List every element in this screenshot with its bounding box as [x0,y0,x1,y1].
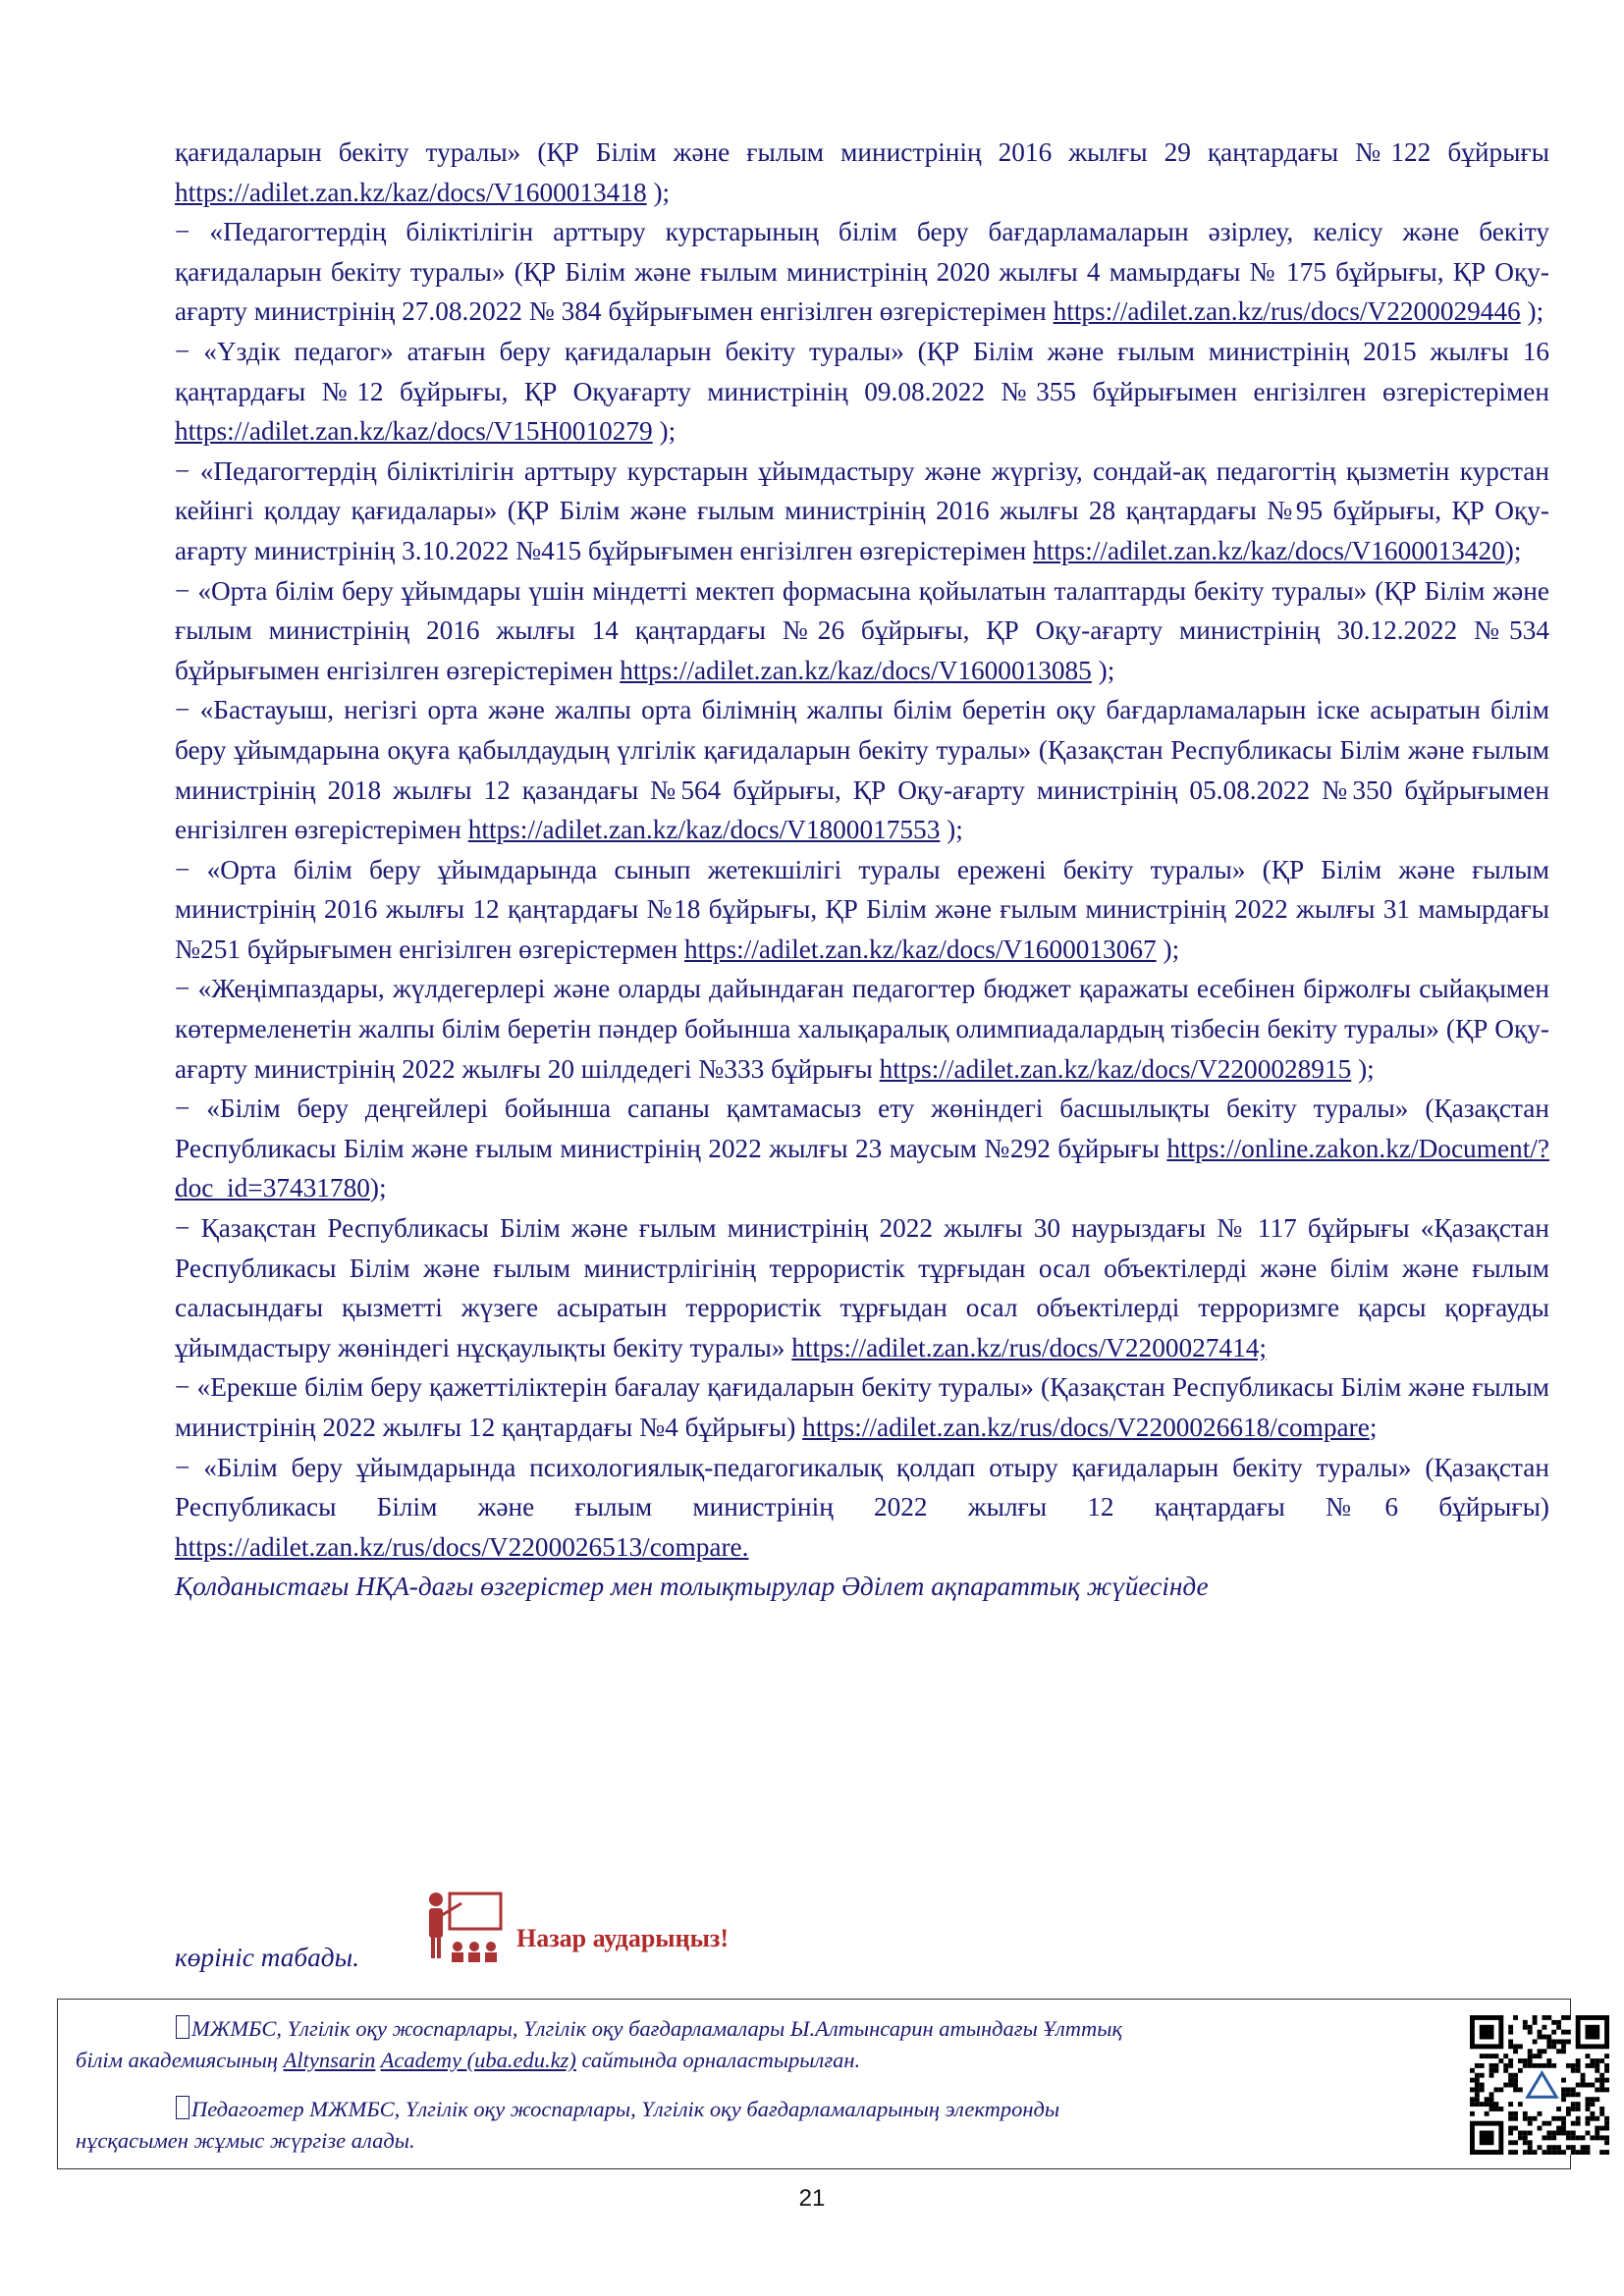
note1-text-a: МЖМБС, Үлгілік оқу жоспарлары, Үлгілік оқу бағдарламалары Ы.Алтынсарин атындағы Ұлттық [191,2016,1123,2041]
note1-text-b: білім академиясының [76,2048,284,2072]
paragraph-text: − «Үздік педагог» атағын беру қағидаларын бекіту туралы» (ҚР Білім және ғылым министрінің 2015 жылғы 16 қаңтардағы №12 бұйрығы, ҚР Оқуағарту министрінің 09.08.2022 №355 бұйрығымен енгізілген өзгерістерімен [175,336,1549,406]
reference-link[interactable]: https://adilet.zan.kz/kaz/docs/V15H0010279 [175,416,653,447]
paragraph-tail: ); [652,416,677,447]
paragraph-tail: ); [1504,535,1522,565]
reference-link[interactable]: https://adilet.zan.kz/rus/docs/V2200026618/compare [802,1413,1370,1442]
reference-link[interactable]: https://adilet.zan.kz/kaz/docs/V1600013085 [620,655,1092,685]
paragraph-text: − «Ерекше білім беру қажеттіліктерін бағалау қағидаларын бекіту туралы» (Қазақстан Республикасы Білім және ғылым министрінің 2022 жылғы 12 қаңтардағы №4 бұйрығы) [175,1372,1549,1442]
reference-link[interactable]: https://adilet.zan.kz/rus/docs/V2200026513/compare. [175,1531,749,1562]
note2-text-b: нұсқасымен жұмыс жүргізе алады. [76,2128,415,2153]
teacher-presentation-icon [422,1890,509,1974]
reference-link[interactable]: https://adilet.zan.kz/kaz/docs/V2200028915 [879,1053,1352,1084]
paragraph-text: қағидаларын бекіту туралы» (ҚР Білім және ғылым министрінің 2016 жылғы 29 қаңтардағы №122 бұйрығы [175,137,1549,167]
reference-paragraph [175,1089,1549,1208]
note2-line1 [176,2094,1438,2125]
paragraph-tail: ); [1351,1053,1375,1084]
paragraph-tail: ); [1156,934,1180,964]
paragraph-text: − «Орта білім беру ұйымдарында сынып жетекшілігі туралы ережені бекіту туралы» (ҚР Білім және ғылым министрінің 2016 жылғы 12 қаңтардағы №18 бұйрығы, ҚР Білім және ғылым министрінің 2022 жылғы 31 мамырдағы №251 бұйрығымен енгізілген өзгерістермен [175,854,1549,964]
reference-paragraph [175,1367,1549,1447]
paragraph-text: − «Білім беру деңгейлері бойынша сапаны қамтамасыз ету жөніндегі басшылықты бекіту туралы» (Қазақстан Республикасы Білім және ғылым министрінің 2022 жылғы 23 маусым №292 бұйрығы [175,1094,1549,1163]
paragraph-text: − Қазақстан Республикасы Білім және ғылым министрінің 2022 жылғы 30 наурыздағы № 117 бұйрығы «Қазақстан Республикасы Білім және ғылым министрлігінің террористік тұрғыдан осал объектілерді және білім және ғылым саласындағы қызметті жүзеге асыратын террористік тұрғыдан осал объектілерді терроризмге қарсы қорғауды ұйымдастыру жөніндегі нұсқаулықты бекіту туралы» [175,1213,1549,1362]
reference-paragraph [175,1208,1549,1367]
note1-line1 [176,2013,1438,2045]
closing-text-line2: көрініс табады. [175,1943,359,1972]
reference-link[interactable]: https://adilet.zan.kz/kaz/docs/V1600013067 [684,934,1157,964]
attention-row [175,1890,1549,1978]
attention-label: Назар аударыңыз! [516,1924,729,1952]
note-box [57,1999,1571,2169]
reference-paragraph [175,212,1549,332]
reference-link[interactable]: https://adilet.zan.kz/kaz/docs/V1800017553 [467,815,941,845]
reference-paragraph [175,1448,1549,1568]
paragraph-text: − «Орта білім беру ұйымдары үшін міндетті мектеп формасына қойылатын талаптарды бекіту туралы» (ҚР Білім және ғылым министрінің 2016 жылғы 14 қаңтардағы №26 бұйрығы, ҚР Оқу-ағарту министрінің 30.12.2022 №534 бұйрығымен енгізілген өзгерістерімен [175,575,1549,685]
paragraph-text: − «Педагогтердің біліктілігін арттыру курстарын ұйымдастыру және жүргізу, сондай-ақ педагогтің қызметін курстан кейінгі қолдау қағидалары» (ҚР Білім және ғылым министрінің 2016 жылғы 28 қаңтардағы №95 бұйрығы, ҚР Оқу-ағарту министрінің 3.10.2022 №415 бұйрығымен енгізілген өзгерістерімен [175,455,1549,565]
paragraph-tail: ); [1091,655,1115,685]
reference-paragraph [175,690,1549,849]
paragraph-text: − «Бастауыш, негізгі орта және жалпы орта білімнің жалпы білім беретін оқу бағдарламаларын іске асыратын білім беру ұйымдарына оқуға қабылдаудың үлгілік қағидаларын бекіту туралы» (Қазақстан Республикасы Білім және ғылым министрінің 2018 жылғы 12 қазандағы №564 бұйрығы, ҚР Оқу-ағарту министрінің 05.08.2022 №350 бұйрығымен енгізілген өзгерістерімен [175,695,1549,845]
paragraph-text: − «Педагогтердің біліктілігін арттыру курстарының білім беру бағдарламаларын әзірлеу, келісу және бекіту қағидаларын бекіту туралы» (ҚР Білім және ғылым министрінің 2020 жылғы 4 мамырдағы № 175 бұйрығы, ҚР Оқу-ағарту министрінің 27.08.2022 № 384 бұйрығымен енгізілген өзгерістерімен [175,217,1549,327]
note2-text-a: Педагогтер МЖМБС, Үлгілік оқу жоспарлары, Үлгілік оқу бағдарламаларының электронды [191,2097,1060,2121]
paragraph-tail: ); [1520,296,1544,327]
reference-link[interactable]: https://adilet.zan.kz/kaz/docs/V1600013418 [175,177,647,207]
reference-paragraph [175,452,1549,571]
checkbox-bullet-icon [176,2096,189,2119]
reference-paragraph [175,133,1549,212]
qr-code-icon[interactable] [1470,2015,1609,2155]
altynsarin-link[interactable]: Altynsarin [283,2048,376,2072]
closing-text-line1: Қолданыстағы НҚА-дағы өзгерістер мен толықтырулар Әділет ақпараттық жүйесінде [175,1572,1209,1602]
checkbox-bullet-icon [176,2015,189,2039]
reference-link[interactable]: https://adilet.zan.kz/kaz/docs/V1600013420 [1033,535,1505,565]
reference-link[interactable]: https://adilet.zan.kz/rus/docs/V2200029446 [1053,296,1521,327]
reference-link[interactable]: https://adilet.zan.kz/rus/docs/V2200027414; [791,1332,1267,1362]
note1-line2 [76,2045,1352,2076]
paragraph-tail: ); [940,815,963,845]
note2-line2 [76,2125,1352,2157]
main-text [175,133,1549,1607]
reference-paragraph [175,571,1549,691]
paragraph-tail: ); [646,177,671,207]
reference-paragraph [175,332,1549,452]
paragraph-tail: ); [369,1173,387,1203]
paragraph-text: − «Білім беру ұйымдарында психологиялық-педагогикалық қолдап отыру қағидаларын бекіту туралы» (Қазақстан Республикасы Білім және ғылым министрінің 2022 жылғы 12 қаңтардағы №6 бұйрығы) [175,1452,1549,1522]
reference-link[interactable]: https://online.zakon.kz/Document/?doc_id=37431780 [175,1133,1549,1203]
reference-paragraph [175,850,1549,970]
reference-paragraph [175,969,1549,1089]
note1-text-c: сайтында орналастырылған. [575,2048,861,2072]
page-number: 21 [798,2185,826,2212]
academy-link[interactable]: Academy (uba.edu.kz) [380,2048,576,2072]
paragraph-tail: ; [1369,1413,1378,1442]
paragraph-text: − «Жеңімпаздары, жүлдегерлері және оларды дайындаған педагогтер бюджет қаражаты есебінен біржолғы сыйақымен көтермеленетін жалпы білім беретін пәндер бойынша халықаралық олимпиадалардың тізбесін бекіту туралы» (ҚР Оқу-ағарту министрінің 2022 жылғы 20 шілдедегі №333 бұйрығы [175,974,1549,1084]
